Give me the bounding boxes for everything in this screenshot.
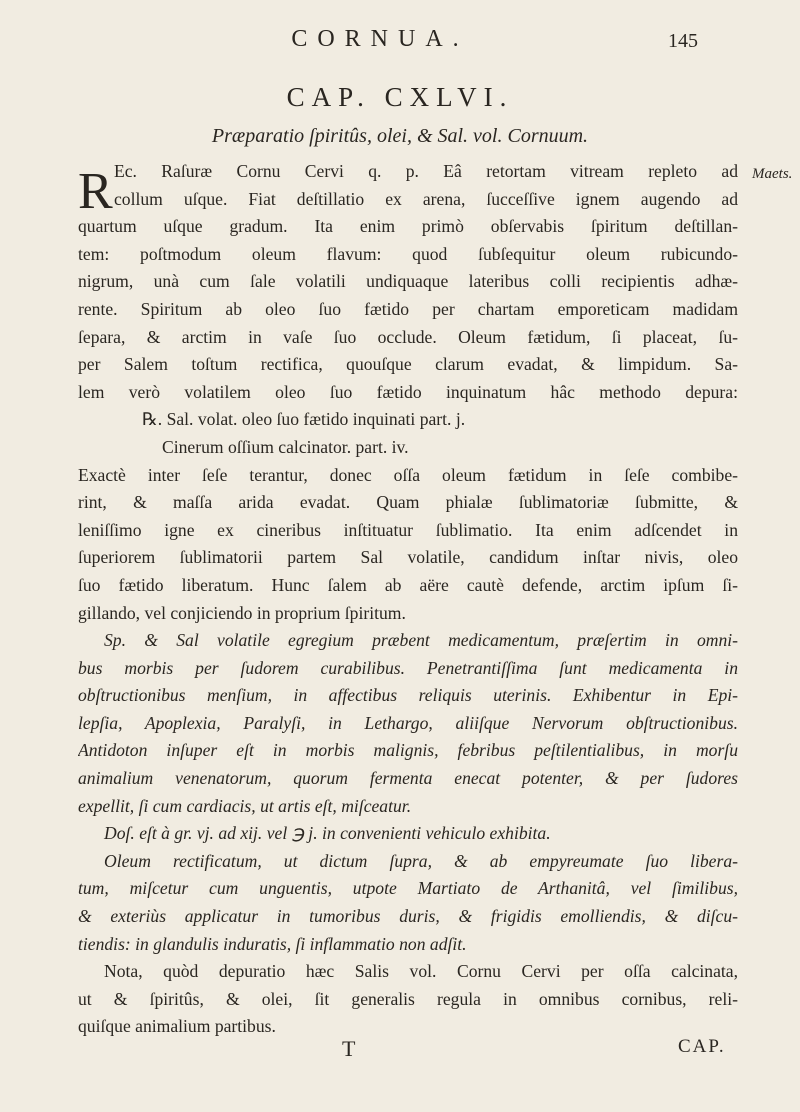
text-line: ut & ſpiritûs, & olei, ſit generalis regula in omnibus cornibus, reli- [78,988,738,1009]
body-text [78,158,738,1041]
text-line: Oleum rectificatum, ut dictum ſupra, & ab empyreumate ſuo libera- [104,850,738,871]
text-line: obſtructionibus menſium, in affectibus reliquis uterinis. Exhibentur in Epi- [78,685,738,706]
dose-line: Doſ. eſt à gr. vj. ad xij. vel ℈ j. in convenienti vehiculo exhibita. [104,823,551,844]
text-line: leniſſimo igne ex cineribus inſtituatur ſublimatio. Ita enim adſcendet in [78,519,738,540]
page-number: 145 [668,30,698,52]
text-line: rint, & maſſa arida evadat. Quam phialæ ſublimatoriæ ſubmitte, & [78,492,738,513]
recipe-line: ℞. Sal. volat. oleo ſuo fætido inquinati part. j. [142,409,466,430]
chapter-heading: CAP. CXLVI. [286,82,514,112]
text-line: tiendis: in glandulis induratis, ſi inflammatio non adſit. [78,933,467,954]
text-line: tum, miſcetur cum unguentis, utpote Martiato de Arthanitâ, vel ſimilibus, [78,878,738,899]
text-line: tem: poſtmodum oleum flavum: quod ſubſequitur oleum rubicundo- [78,243,738,264]
text-line: ſuperiorem ſublimatorii partem Sal volatile, candidum inſtar nivis, oleo [78,547,738,568]
text-line: ſepara, & arctim in vaſe ſuo occlude. Oleum fætidum, ſi placeat, ſu- [78,326,738,347]
chapter-subtitle: Præparatio ſpiritûs, olei, & Sal. vol. Cornuum. [211,125,589,147]
text-line: Sp. & Sal volatile egregium præbent medicamentum, præſertim in omni- [104,630,738,651]
text-line: lem verò volatilem oleo ſuo fætido inquinatum hâc methodo depura: [78,381,738,402]
text-line: expellit, ſi cum cardiacis, ut artis eſt, miſceatur. [78,795,412,816]
text-line: quiſque animalium partibus. [78,1016,276,1037]
text-line: Antidoton inſuper eſt in morbis malignis, febribus peſtilentialibus, in morſu [78,740,738,761]
margin-note: Maets. [752,166,793,182]
text-line: Exactè inter ſeſe terantur, donec oſſa oleum fætidum in ſeſe combibe- [78,464,738,485]
text-line: per Salem toſtum rectifica, quouſque clarum evadat, & limpidum. Sa- [78,354,738,375]
catchword: CAP. [678,1036,726,1057]
text-line: gillando, vel conjiciendo in proprium ſpiritum. [78,602,406,623]
running-head [0,22,800,52]
text-line: animalium venenatorum, quorum fermenta enecat potenter, & per ſudores [78,768,738,789]
text-line: bus morbis per ſudorem curabilibus. Penetrantiſſima ſunt medicamenta in [78,657,738,678]
drop-cap: R [78,163,113,220]
running-title: CORNUA. [291,26,469,52]
text-line: lepſia, Apoplexia, Paralyſi, in Lethargo, aliiſque Nervorum obſtructionibus. [78,712,738,733]
text-line: quartum uſque gradum. Ita enim primò obſervabis ſpiritum deſtillan- [78,216,738,237]
text-line: rente. Spiritum ab oleo ſuo fætido per chartam emporeticam madidam [78,298,738,319]
signature-mark: T [342,1036,356,1061]
recipe-line: Cinerum oſſium calcinator. part. iv. [162,436,409,457]
text-line: & exteriùs applicatur in tumoribus duris, & frigidis emolliendis, & diſcu- [78,906,738,927]
text-line: ſuo fætido liberatum. Hunc ſalem ab aëre cautè defende, arctim ipſum ſi- [78,574,738,595]
text-line: Nota, quòd depuratio hæc Salis vol. Cornu Cervi per oſſa calcinata, [104,961,738,982]
text-line: nigrum, unà cum ſale volatili undiquaque lateribus colli recipientis adhæ- [78,271,738,292]
text-line: Ec. Raſuræ Cornu Cervi q. p. Eâ retortam vitream repleto ad [114,161,738,181]
text-line: collum uſque. Fiat deſtillatio ex arena, ſucceſſive ignem augendo ad [114,188,738,209]
